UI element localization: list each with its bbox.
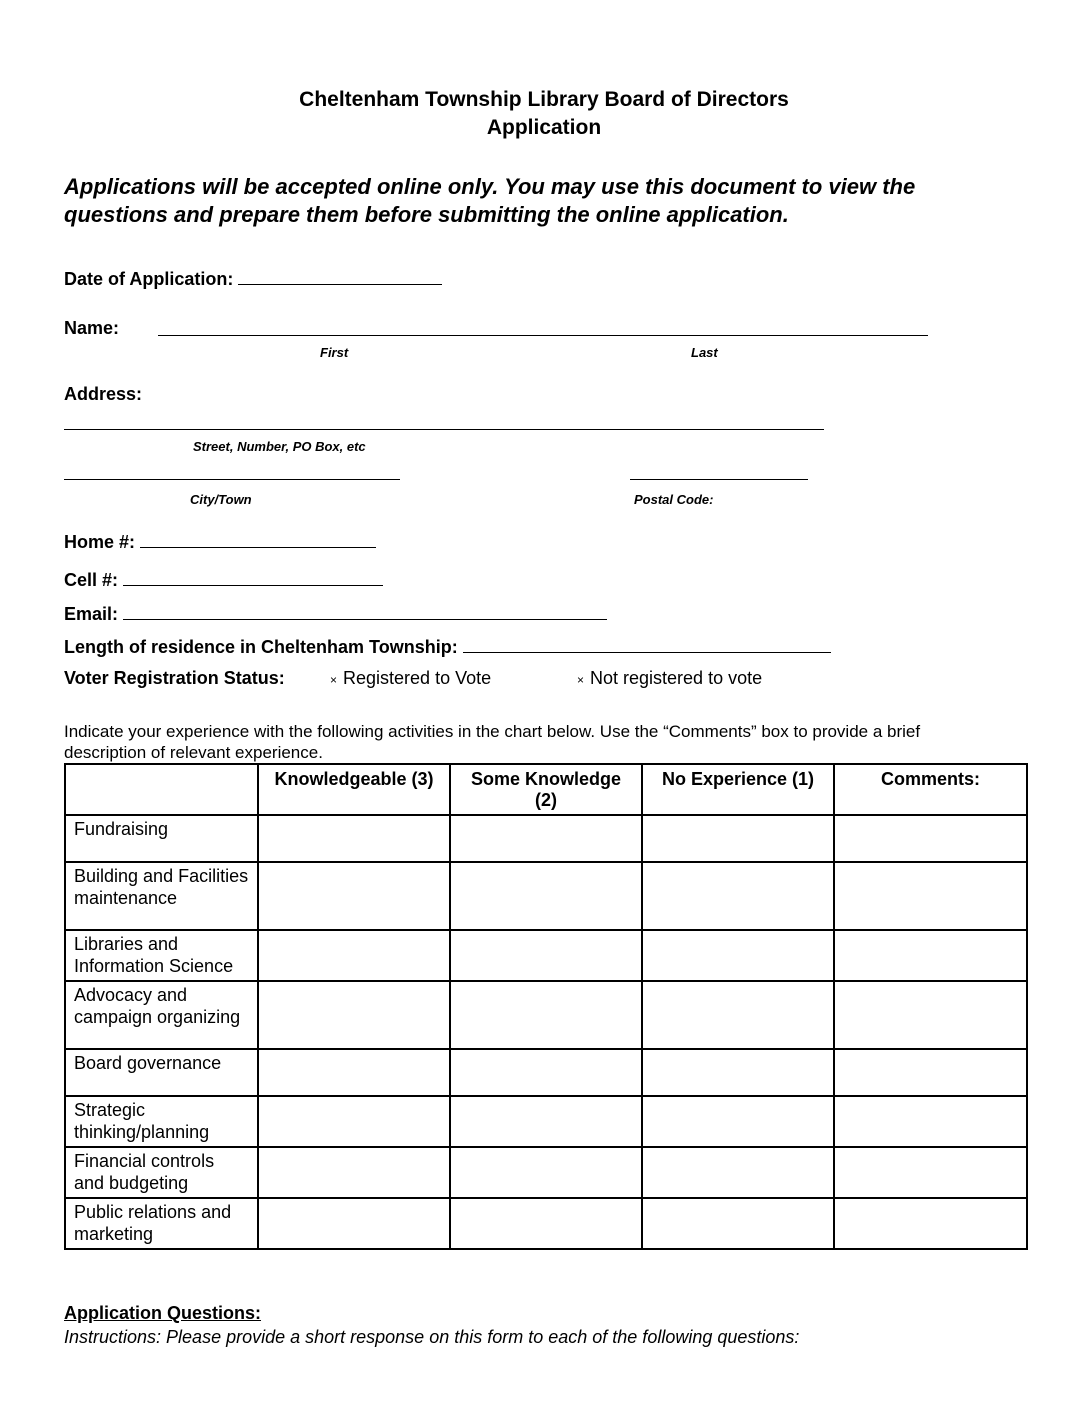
table-row [65, 1049, 1027, 1096]
activity-cell: Public relations and marketing [65, 1198, 258, 1249]
rating-cell-some-knowledge[interactable] [450, 1198, 642, 1249]
rating-cell-no-experience[interactable] [642, 815, 834, 862]
name-label: Name: [64, 318, 120, 338]
rating-cell-knowledgeable[interactable] [258, 1198, 450, 1249]
activity-cell: Building and Facilities maintenance [65, 862, 258, 930]
rating-cell-no-experience[interactable] [642, 1096, 834, 1147]
table-row [65, 1096, 1027, 1147]
rating-cell-knowledgeable[interactable] [258, 862, 450, 930]
street-caption: Street, Number, PO Box, etc [193, 439, 366, 454]
notice-line-1: Applications will be accepted online only. You may use this document to view the [64, 174, 916, 199]
voter-option-not-registered[interactable] [577, 668, 762, 689]
table-row [65, 981, 1027, 1049]
rating-cell-some-knowledge[interactable] [450, 1147, 642, 1198]
activity-cell: Libraries and Information Science [65, 930, 258, 981]
rating-cell-knowledgeable[interactable] [258, 1096, 450, 1147]
name-blank[interactable] [158, 335, 928, 336]
table-header-row [65, 764, 1027, 815]
comments-cell[interactable] [834, 1049, 1027, 1096]
questions-heading: Application Questions: [64, 1303, 262, 1323]
home-phone-blank[interactable] [140, 530, 376, 548]
voter-option-label: Not registered to vote [590, 668, 763, 688]
city-caption: City/Town [190, 492, 252, 507]
date-field-row [64, 267, 442, 290]
voter-option-label: Registered to Vote [343, 668, 492, 688]
comments-cell[interactable] [834, 981, 1027, 1049]
residence-label: Length of residence in Cheltenham Township: [64, 637, 458, 657]
address-label: Address: [64, 384, 143, 404]
form-subtitle: Application [486, 116, 602, 139]
residence-row [64, 635, 831, 658]
comments-cell[interactable] [834, 1096, 1027, 1147]
rating-cell-no-experience[interactable] [642, 1198, 834, 1249]
first-name-caption: First [320, 345, 349, 360]
table-header-comments: Comments: [834, 764, 1027, 815]
checkbox-x-icon: × [330, 673, 338, 687]
postal-code-caption: Postal Code: [634, 492, 714, 507]
rating-cell-some-knowledge[interactable] [450, 930, 642, 981]
table-header-some-knowledge: Some Knowledge (2) [450, 764, 642, 815]
email-blank[interactable] [123, 602, 607, 620]
cell-phone-row [64, 568, 383, 591]
rating-cell-some-knowledge[interactable] [450, 862, 642, 930]
table-row [65, 815, 1027, 862]
notice-line-2: questions and prepare them before submitting the online application. [64, 202, 789, 227]
comments-cell[interactable] [834, 815, 1027, 862]
rating-cell-knowledgeable[interactable] [258, 1147, 450, 1198]
activity-cell: Strategic thinking/planning [65, 1096, 258, 1147]
table-header-knowledgeable: Knowledgeable (3) [258, 764, 450, 815]
table-header-activity [65, 764, 258, 815]
activity-cell: Advocacy and campaign organizing [65, 981, 258, 1049]
email-label: Email: [64, 604, 119, 624]
home-phone-label: Home #: [64, 532, 136, 552]
experience-table [64, 763, 1028, 1250]
rating-cell-some-knowledge[interactable] [450, 981, 642, 1049]
voter-status-label: Voter Registration Status: [64, 668, 285, 688]
rating-cell-knowledgeable[interactable] [258, 1049, 450, 1096]
street-blank[interactable] [64, 429, 824, 430]
email-row [64, 602, 607, 625]
rating-cell-no-experience[interactable] [642, 1049, 834, 1096]
rating-cell-no-experience[interactable] [642, 862, 834, 930]
table-row [65, 1147, 1027, 1198]
rating-cell-some-knowledge[interactable] [450, 1096, 642, 1147]
activity-cell: Fundraising [65, 815, 258, 862]
rating-cell-some-knowledge[interactable] [450, 1049, 642, 1096]
table-header-no-experience: No Experience (1) [642, 764, 834, 815]
rating-cell-some-knowledge[interactable] [450, 815, 642, 862]
checkbox-x-icon: × [577, 673, 585, 687]
comments-cell[interactable] [834, 1198, 1027, 1249]
activity-cell: Financial controls and budgeting [65, 1147, 258, 1198]
questions-instructions: Instructions: Please provide a short response on this form to each of the following questions: [64, 1327, 800, 1347]
residence-blank[interactable] [463, 635, 831, 653]
rating-cell-knowledgeable[interactable] [258, 930, 450, 981]
postal-code-blank[interactable] [630, 479, 808, 480]
cell-phone-label: Cell #: [64, 570, 119, 590]
cell-phone-blank[interactable] [123, 568, 383, 586]
comments-cell[interactable] [834, 1147, 1027, 1198]
date-label: Date of Application: [64, 269, 234, 289]
form-title: Cheltenham Township Library Board of Directors [299, 88, 789, 111]
experience-intro-line-1: Indicate your experience with the following activities in the chart below. Use the “Comments” box to provide a brief [64, 722, 921, 741]
activity-cell: Board governance [65, 1049, 258, 1096]
last-name-caption: Last [691, 345, 718, 360]
rating-cell-no-experience[interactable] [642, 981, 834, 1049]
rating-cell-knowledgeable[interactable] [258, 981, 450, 1049]
table-row [65, 862, 1027, 930]
city-blank[interactable] [64, 479, 400, 480]
rating-cell-no-experience[interactable] [642, 930, 834, 981]
home-phone-row [64, 530, 376, 553]
date-blank[interactable] [238, 267, 442, 285]
table-row [65, 930, 1027, 981]
comments-cell[interactable] [834, 930, 1027, 981]
voter-option-registered[interactable] [330, 668, 491, 689]
experience-intro-line-2: description of relevant experience. [64, 743, 323, 762]
comments-cell[interactable] [834, 862, 1027, 930]
rating-cell-no-experience[interactable] [642, 1147, 834, 1198]
table-row [65, 1198, 1027, 1249]
rating-cell-knowledgeable[interactable] [258, 815, 450, 862]
